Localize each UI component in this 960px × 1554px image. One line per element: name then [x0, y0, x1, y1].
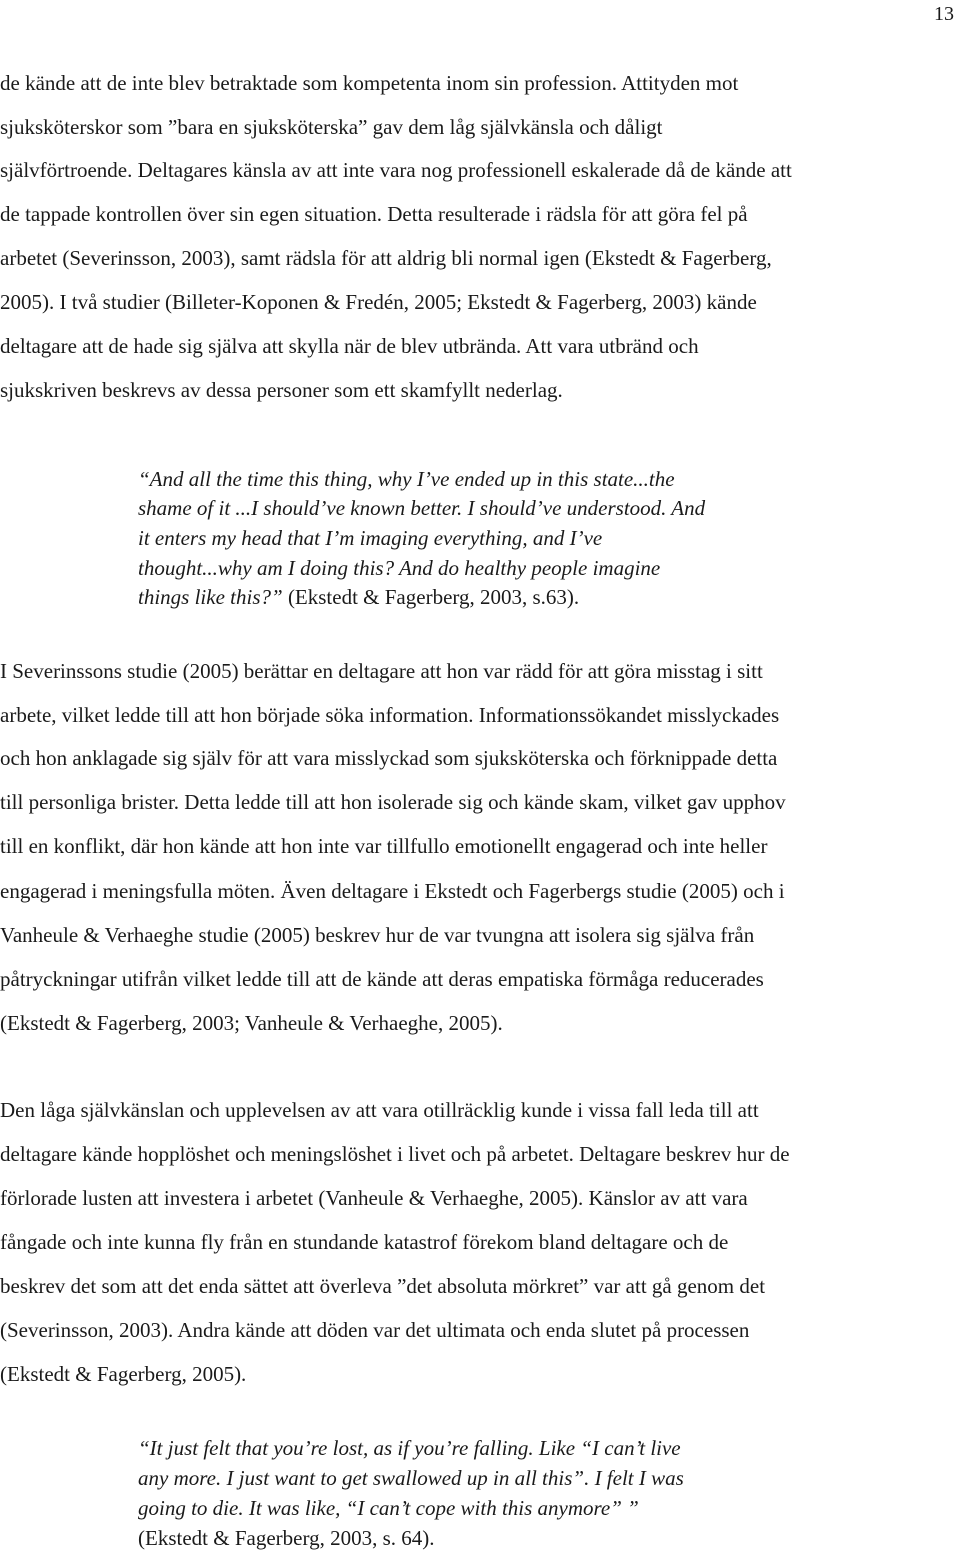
quote-line: “And all the time this thing, why I’ve ended up in this state...the — [138, 467, 675, 491]
text-line: deltagare kände hopplöshet och meningslöshet i livet och på arbetet. Deltagare beskrev hur de — [0, 1142, 790, 1166]
text-line: och hon anklagade sig själv för att vara misslyckad som sjuksköterska och förknippade detta — [0, 746, 778, 770]
text-line: beskrev det som att det enda sättet att överleva ”det absoluta mörkret” var att gå genom det — [0, 1274, 766, 1298]
quote-citation: (Ekstedt & Fagerberg, 2003, s.63). — [282, 585, 580, 609]
text-line: Den låga självkänslan och upplevelsen av att vara otillräcklig kunde i vissa fall leda till att — [0, 1098, 759, 1122]
text-line: arbetet (Severinsson, 2003), samt rädsla för att aldrig bli normal igen (Ekstedt & Fagerberg, — [0, 246, 772, 270]
text-line: I Severinssons studie (2005) berättar en deltagare att hon var rädd för att göra misstag i sitt — [0, 659, 763, 683]
text-line: de kände att de inte blev betraktade som kompetenta inom sin profession. Attityden mot — [0, 71, 739, 95]
text-line: deltagare att de hade sig själva att skylla när de blev utbrända. Att vara utbränd och — [0, 334, 699, 358]
text-line: (Severinsson, 2003). Andra kände att döden var det ultimata och enda slutet på processen — [0, 1318, 750, 1342]
quote-line: any more. I just want to get swallowed up in all this”. I felt I was — [138, 1466, 684, 1490]
page-number: 13 — [934, 3, 954, 25]
text-line: (Ekstedt & Fagerberg, 2005). — [0, 1362, 247, 1386]
text-line: de tappade kontrollen över sin egen situation. Detta resulterade i rädsla för att göra fel på — [0, 202, 748, 226]
text-line: fångade och inte kunna fly från en stundande katastrof förekom bland deltagare och de — [0, 1230, 729, 1254]
text-line: engagerad i meningsfulla möten. Även deltagare i Ekstedt och Fagerbergs studie (2005) och i — [0, 879, 785, 903]
quote-line: shame of it ...I should’ve known better. I should’ve understood. And — [138, 496, 706, 520]
quote-line: thought...why am I doing this? And do healthy people imagine — [138, 556, 661, 580]
quote-line: going to die. It was like, “I can’t cope with this anymore” ” — [138, 1496, 639, 1520]
quote-line: it enters my head that I’m imaging everything, and I’ve — [138, 526, 603, 550]
text-line: till personliga brister. Detta ledde till att hon isolerade sig och kände skam, vilket gav upphov — [0, 790, 786, 814]
text-line: sjuksköterskor som ”bara en sjuksköterska” gav dem låg självkänsla och dåligt — [0, 115, 663, 139]
text-line: påtryckningar utifrån vilket ledde till att de kände att deras empatiska förmåga reducerades — [0, 967, 764, 991]
text-line: arbete, vilket ledde till att hon började söka information. Informationssökandet misslyckades — [0, 703, 780, 727]
text-line: 2005). I två studier (Billeter-Koponen & Fredén, 2005; Ekstedt & Fagerberg, 2003) kände — [0, 290, 757, 314]
text-line: Vanheule & Verhaeghe studie (2005) beskrev hur de var tvungna att isolera sig själva från — [0, 923, 755, 947]
quote-line-with-citation — [138, 584, 579, 610]
text-line: förlorade lusten att investera i arbetet (Vanheule & Verhaeghe, 2005). Känslor av att vara — [0, 1186, 748, 1210]
quote-line: “It just felt that you’re lost, as if you’re falling. Like “I can’t live — [138, 1436, 681, 1460]
text-line: sjukskriven beskrevs av dessa personer som ett skamfyllt nederlag. — [0, 378, 563, 402]
quote-citation: (Ekstedt & Fagerberg, 2003, s. 64). — [138, 1526, 435, 1550]
text-line: (Ekstedt & Fagerberg, 2003; Vanheule & Verhaeghe, 2005). — [0, 1011, 503, 1035]
quote-text: things like this?” — [138, 585, 283, 609]
text-line: till en konflikt, där hon kände att hon inte var tillfullo emotionellt engagerad och inte heller — [0, 834, 768, 858]
text-line: självförtroende. Deltagares känsla av att inte vara nog professionell eskalerade då de kände att — [0, 158, 792, 182]
